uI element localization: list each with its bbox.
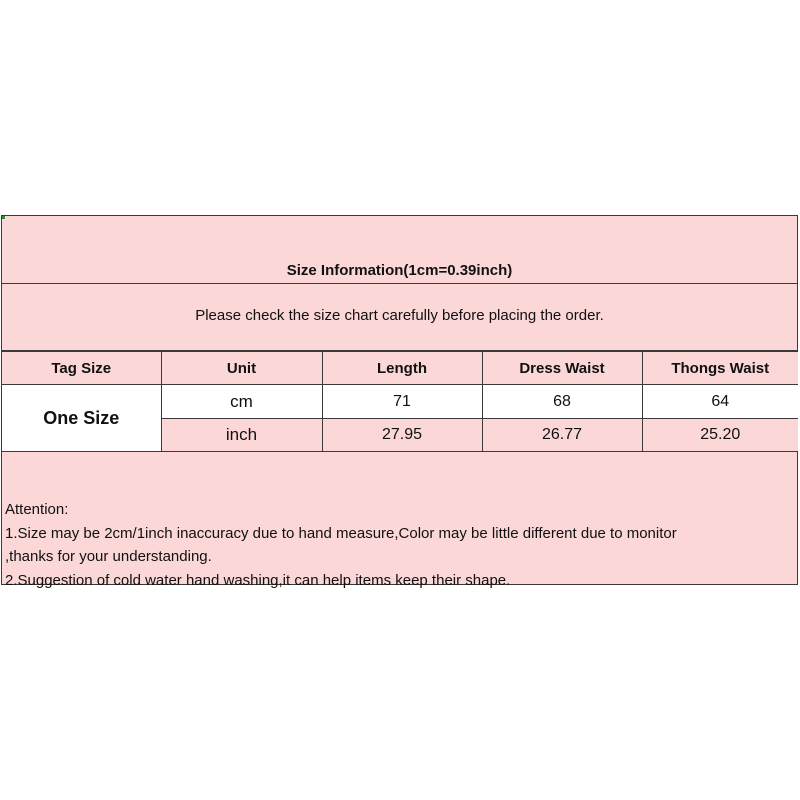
length-cell: 27.95 bbox=[322, 419, 482, 452]
thongs-waist-cell: 64 bbox=[642, 385, 798, 419]
size-chart-note: Please check the size chart carefully before placing the order. bbox=[195, 307, 604, 324]
dress-waist-cell: 26.77 bbox=[482, 419, 642, 452]
header-dress-waist: Dress Waist bbox=[482, 352, 642, 385]
attention-notes bbox=[5, 498, 677, 592]
attention-line-2: ,thanks for your understanding. bbox=[5, 548, 212, 565]
tag-size-cell: One Size bbox=[2, 385, 161, 452]
header-thongs-waist: Thongs Waist bbox=[642, 352, 798, 385]
unit-cell: cm bbox=[161, 385, 322, 419]
attention-line-3: 2.Suggestion of cold water hand washing,it can help items keep their shape. bbox=[5, 571, 511, 589]
thongs-waist-cell: 25.20 bbox=[642, 419, 798, 452]
size-chart-sheet bbox=[1, 215, 798, 589]
table-row bbox=[2, 385, 798, 419]
table-header-row bbox=[2, 352, 798, 385]
attention-heading: Attention: bbox=[5, 501, 69, 518]
length-cell: 71 bbox=[322, 385, 482, 419]
header-unit: Unit bbox=[161, 352, 322, 385]
size-table bbox=[2, 351, 798, 452]
attention-line-1: 1.Size may be 2cm/1inch inaccuracy due to hand measure,Color may be little different due to monitor bbox=[5, 524, 677, 542]
header-length: Length bbox=[322, 352, 482, 385]
header-tag-size: Tag Size bbox=[2, 352, 161, 385]
unit-cell: inch bbox=[161, 419, 322, 452]
title-row bbox=[2, 216, 797, 284]
size-info-title: Size Information(1cm=0.39inch) bbox=[286, 262, 513, 279]
subtitle-row bbox=[2, 284, 797, 351]
dress-waist-cell: 68 bbox=[482, 385, 642, 419]
